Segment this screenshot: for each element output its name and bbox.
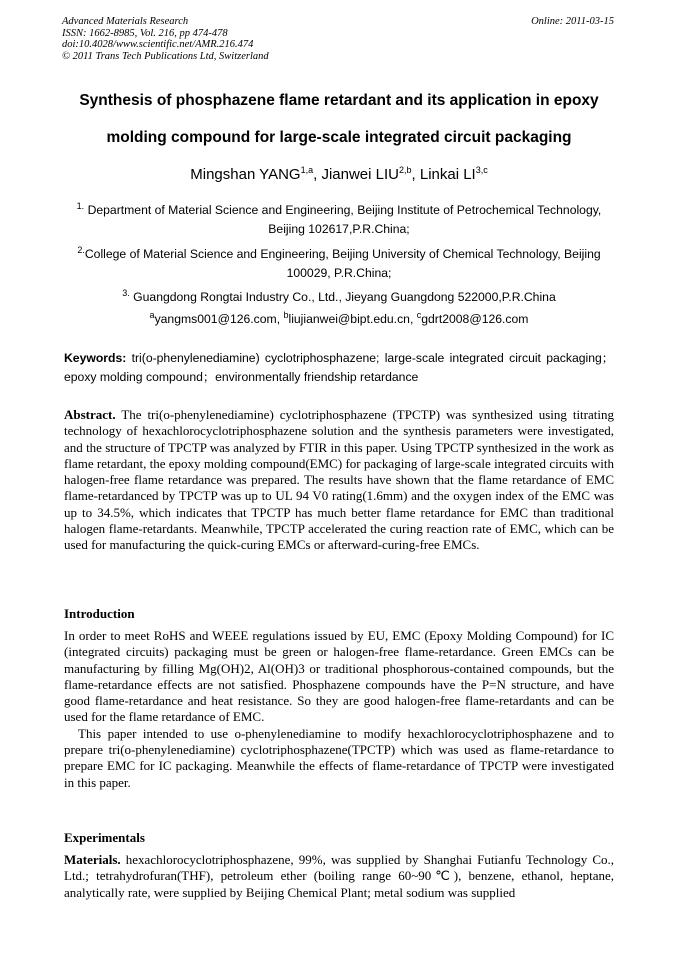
author-separator: , (313, 166, 322, 183)
author-name: Mingshan YANG (190, 166, 301, 183)
materials-label: Materials. (64, 852, 121, 867)
email-mark: c (416, 309, 422, 320)
affiliation-text: College of Material Science and Engineering, Beijing University of Chemical Technology, Beijing 100029, P.R.China; (84, 247, 601, 280)
author-name: Linkai LI (419, 166, 476, 183)
abstract-text: The tri(o-phenylenediamine) cyclotriphosphazene (TPCTP) was synthesized using titrating technology of hexachlorocyclotriphosphazene solution and the synthesis parameters were investigated, and the structure of TPCTP was analyzed by FTIR in this paper. Using TPCTP synthesized in the work as flame retardant, the epoxy molding compound(EMC) for packaging of large-scale integrated circuits with halogen-free flame retardance was prepared. The results have shown that the flame retardance of EMC flame-retardanced by TPCTP was up to UL 94 V0 rating(1.6mm) and the oxygen index of the EMC was up to 34.5%, which indicates that TPCTP has much better flame retardance for EMC than traditional halogen flame-retardants. Meanwhile, TPCTP accelerated the curing reaction rate of EMC, which can be used for manufacturing the quick-curing EMCs or afterward-curing-free EMCs. (64, 407, 614, 553)
abstract-label: Abstract. (64, 407, 116, 422)
email-mark: a (149, 309, 155, 320)
issn: ISSN: 1662-8985, Vol. 216, pp 474-478 (62, 27, 228, 39)
author-list (30, 166, 648, 183)
keywords-text: tri(o-phenylenediamine) cyclotriphosphazene; large-scale integrated circuit packaging；epoxy molding compound；environmentally friendship retardance (64, 351, 614, 384)
affiliation-mark: 2. (77, 244, 85, 255)
author (420, 166, 488, 183)
title-line-1: Synthesis of phosphazene flame retardant and its application in epoxy (79, 92, 599, 109)
affiliation-mark: 1. (76, 200, 85, 211)
author-affil-mark: 3,c (475, 165, 488, 175)
affiliation-text: Department of Material Science and Engineering, Beijing Institute of Petrochemical Technology, Beijing 102617,P.R.China; (84, 203, 602, 236)
copyright: © 2011 Trans Tech Publications Ltd, Switzerland (62, 50, 269, 62)
email-mark: b (283, 309, 289, 320)
email-separator: , (276, 312, 284, 326)
materials-text: hexachlorocyclotriphosphazene, 99%, was supplied by Shanghai Futianfu Technology Co., Ltd.; tetrahydrofuran(THF), petroleum ether (boiling range 60~90℃), benzene, ethanol, heptane, analytically rate, were supplied by Beijing Chemical Plant; metal sodium was supplied (64, 852, 614, 900)
materials-paragraph (64, 852, 614, 901)
affiliation-1 (64, 201, 614, 238)
email-address[interactable]: yangms001@126.com (154, 312, 277, 326)
email-address[interactable]: liujianwei@bipt.edu.cn (288, 312, 410, 326)
introduction-paragraph-1: In order to meet RoHS and WEEE regulations issued by EU, EMC (Epoxy Molding Compound) for IC (integrated circuits) packaging must be green or halogen-free flame-retardance. Green EMCs can be manufacturing by filling Mg(OH)2, Al(OH)3 or traditional phosphorous-contained compounds, but the flame-retardance effects are not satisfied. Phosphazene compounds have the P=N structure, and have good flame-retardance and heat resistance. So they are good halogen-free flame-retardants and can be used for the flame retardance of EMC. (64, 628, 614, 725)
author-separator: , (411, 166, 420, 183)
paper-title (30, 82, 648, 156)
journal-name: Advanced Materials Research (62, 16, 189, 27)
email-list (30, 309, 648, 326)
affiliation-2 (64, 245, 614, 282)
experimentals-heading: Experimentals (64, 830, 145, 845)
author (190, 166, 321, 183)
author (321, 166, 419, 183)
online-date: Online: 2011-03-15 (531, 16, 614, 27)
abstract (64, 407, 614, 554)
introduction-paragraph-2: This paper intended to use o-phenylenediamine to modify hexachlorocyclotriphosphazene and to prepare tri(o-phenylenediamine) cyclotriphosphazene(TPCTP) which was used as flame-retardance to prepare EMC for IC packaging. Meanwhile the effects of flame-retardance of TPCTP were investigated in this paper. (64, 725, 614, 790)
author-affil-mark: 2,b (399, 165, 412, 175)
introduction-heading: Introduction (64, 606, 135, 621)
introduction-body (64, 628, 614, 791)
title-line-2: molding compound for large-scale integrated circuit packaging (106, 129, 572, 146)
email-separator: , (409, 312, 417, 326)
keywords (64, 349, 614, 386)
journal-header (62, 16, 269, 62)
keywords-label: Keywords: (64, 351, 127, 365)
author-affil-mark: 1,a (300, 165, 314, 175)
affiliation-text: Guangdong Rongtai Industry Co., Ltd., Jieyang Guangdong 522000,P.R.China (129, 290, 556, 304)
affiliation-mark: 3. (122, 287, 130, 298)
author-name: Jianwei LIU (321, 166, 399, 183)
doi: doi:10.4028/www.scientific.net/AMR.216.474 (62, 39, 254, 50)
affiliation-3 (64, 288, 614, 307)
email-address[interactable]: gdrt2008@126.com (421, 312, 529, 326)
